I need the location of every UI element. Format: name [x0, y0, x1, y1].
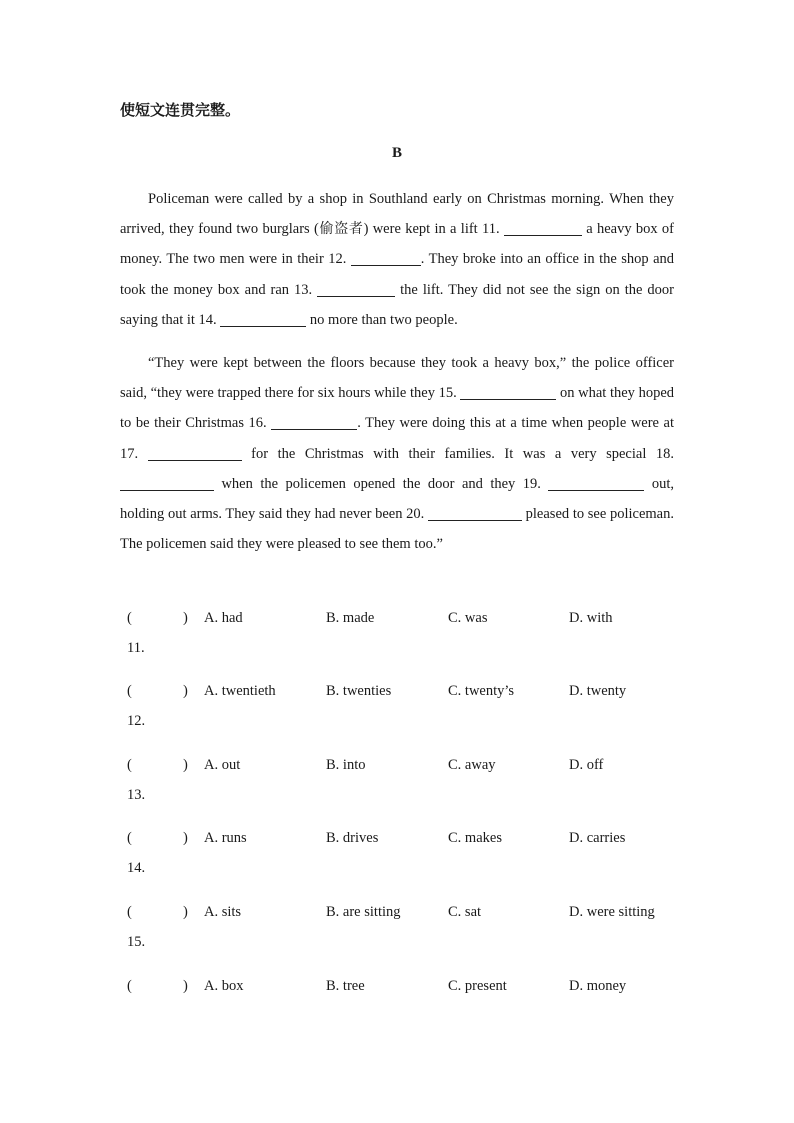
instruction-text: 使短文连贯完整。	[120, 101, 241, 119]
option-c[interactable]: C. twenty’s	[448, 683, 515, 699]
answer-blank-18	[120, 475, 214, 491]
option-a[interactable]: A. box	[204, 978, 244, 994]
option-a[interactable]: A. sits	[204, 904, 242, 920]
passage-text: ) were kept in a lift 11.	[363, 221, 500, 238]
passage-text: when the policemen opened the door and they 19.	[214, 475, 541, 492]
option-b[interactable]: B. drives	[326, 830, 379, 846]
section-heading: B	[391, 145, 402, 161]
option-d[interactable]: D. money	[569, 978, 627, 994]
passage-text: . They were doing this at a time when people were at 17.	[120, 415, 675, 462]
answer-paren-close: )	[183, 830, 188, 846]
answer-blank-14	[220, 311, 306, 327]
answer-paren-open[interactable]: (	[127, 904, 132, 920]
answer-blank-13	[317, 281, 395, 297]
option-a[interactable]: A. had	[204, 610, 243, 626]
option-b[interactable]: B. into	[326, 757, 366, 773]
question-item	[0, 683, 794, 733]
question-number: 13.	[127, 787, 146, 803]
question-number: 11.	[127, 640, 145, 656]
answer-blank-12	[351, 251, 421, 267]
passage-paragraph-2	[120, 348, 674, 559]
option-b[interactable]: B. made	[326, 610, 375, 626]
answer-paren-close: )	[183, 904, 188, 920]
answer-blank-15	[460, 385, 556, 401]
passage-text: “They were kept between the floors because they took a heavy box,” the police officer said, “they were trapped there for six hours while they 15.	[120, 355, 674, 402]
answer-paren-close: )	[183, 610, 188, 626]
option-d[interactable]: D. twenty	[569, 683, 627, 699]
passage-text: no more than two people.	[306, 311, 458, 328]
question-number: 14.	[127, 860, 146, 876]
passage-text: for the Christmas with their families. It was a very special 18.	[241, 445, 675, 462]
option-a[interactable]: A. out	[204, 757, 241, 773]
passage-text: pleased to see policeman. The policemen said they were pleased to see them too.”	[120, 506, 674, 553]
answer-paren-close: )	[183, 978, 188, 994]
question-item	[0, 978, 794, 1028]
answer-paren-open[interactable]: (	[127, 757, 132, 773]
option-c[interactable]: C. present	[448, 978, 507, 994]
passage-paragraph-1	[120, 184, 674, 335]
passage-text: Policeman were called by a shop in Southland early on Christmas morning. When they arrived, they found two burglars (	[120, 191, 674, 238]
passage-text: the lift. They did not see the sign on the door saying that it 14.	[120, 281, 674, 328]
answer-blank-16	[271, 415, 357, 431]
answer-blank-19	[548, 475, 644, 491]
question-item	[0, 757, 794, 807]
question-number: 15.	[127, 934, 146, 950]
passage-text: out, holding out arms. They said they had never been 20.	[120, 475, 674, 523]
question-item	[0, 830, 794, 880]
answer-paren-open[interactable]: (	[127, 683, 132, 699]
chinese-gloss: 偷盗者	[318, 221, 364, 238]
option-c[interactable]: C. makes	[448, 830, 502, 846]
option-c[interactable]: C. sat	[448, 904, 482, 920]
option-b[interactable]: B. twenties	[326, 683, 392, 699]
answer-blank-20	[428, 506, 522, 522]
option-b[interactable]: B. tree	[326, 978, 365, 994]
option-b[interactable]: B. are sitting	[326, 904, 401, 920]
passage-text: a heavy box of money. The two men were in their 12.	[120, 221, 675, 268]
answer-paren-open[interactable]: (	[127, 610, 132, 626]
answer-blank-17	[148, 445, 242, 461]
answer-blank-11	[504, 221, 582, 237]
question-number: 12.	[127, 713, 146, 729]
answer-paren-open[interactable]: (	[127, 830, 132, 846]
option-d[interactable]: D. off	[569, 757, 604, 773]
answer-paren-close: )	[183, 757, 188, 773]
option-c[interactable]: C. was	[448, 610, 488, 626]
answer-paren-open[interactable]: (	[127, 978, 132, 994]
question-item	[0, 904, 794, 954]
answer-paren-close: )	[183, 683, 188, 699]
passage-text: . They broke into an office in the shop and took the money box and ran 13.	[120, 251, 675, 298]
option-a[interactable]: A. twentieth	[204, 683, 276, 699]
option-d[interactable]: D. with	[569, 610, 613, 626]
option-d[interactable]: D. carries	[569, 830, 626, 846]
option-c[interactable]: C. away	[448, 757, 496, 773]
option-d[interactable]: D. were sitting	[569, 904, 655, 920]
passage-text: on what they hoped to be their Christmas 16.	[120, 385, 675, 432]
option-a[interactable]: A. runs	[204, 830, 247, 846]
question-item	[0, 610, 794, 660]
